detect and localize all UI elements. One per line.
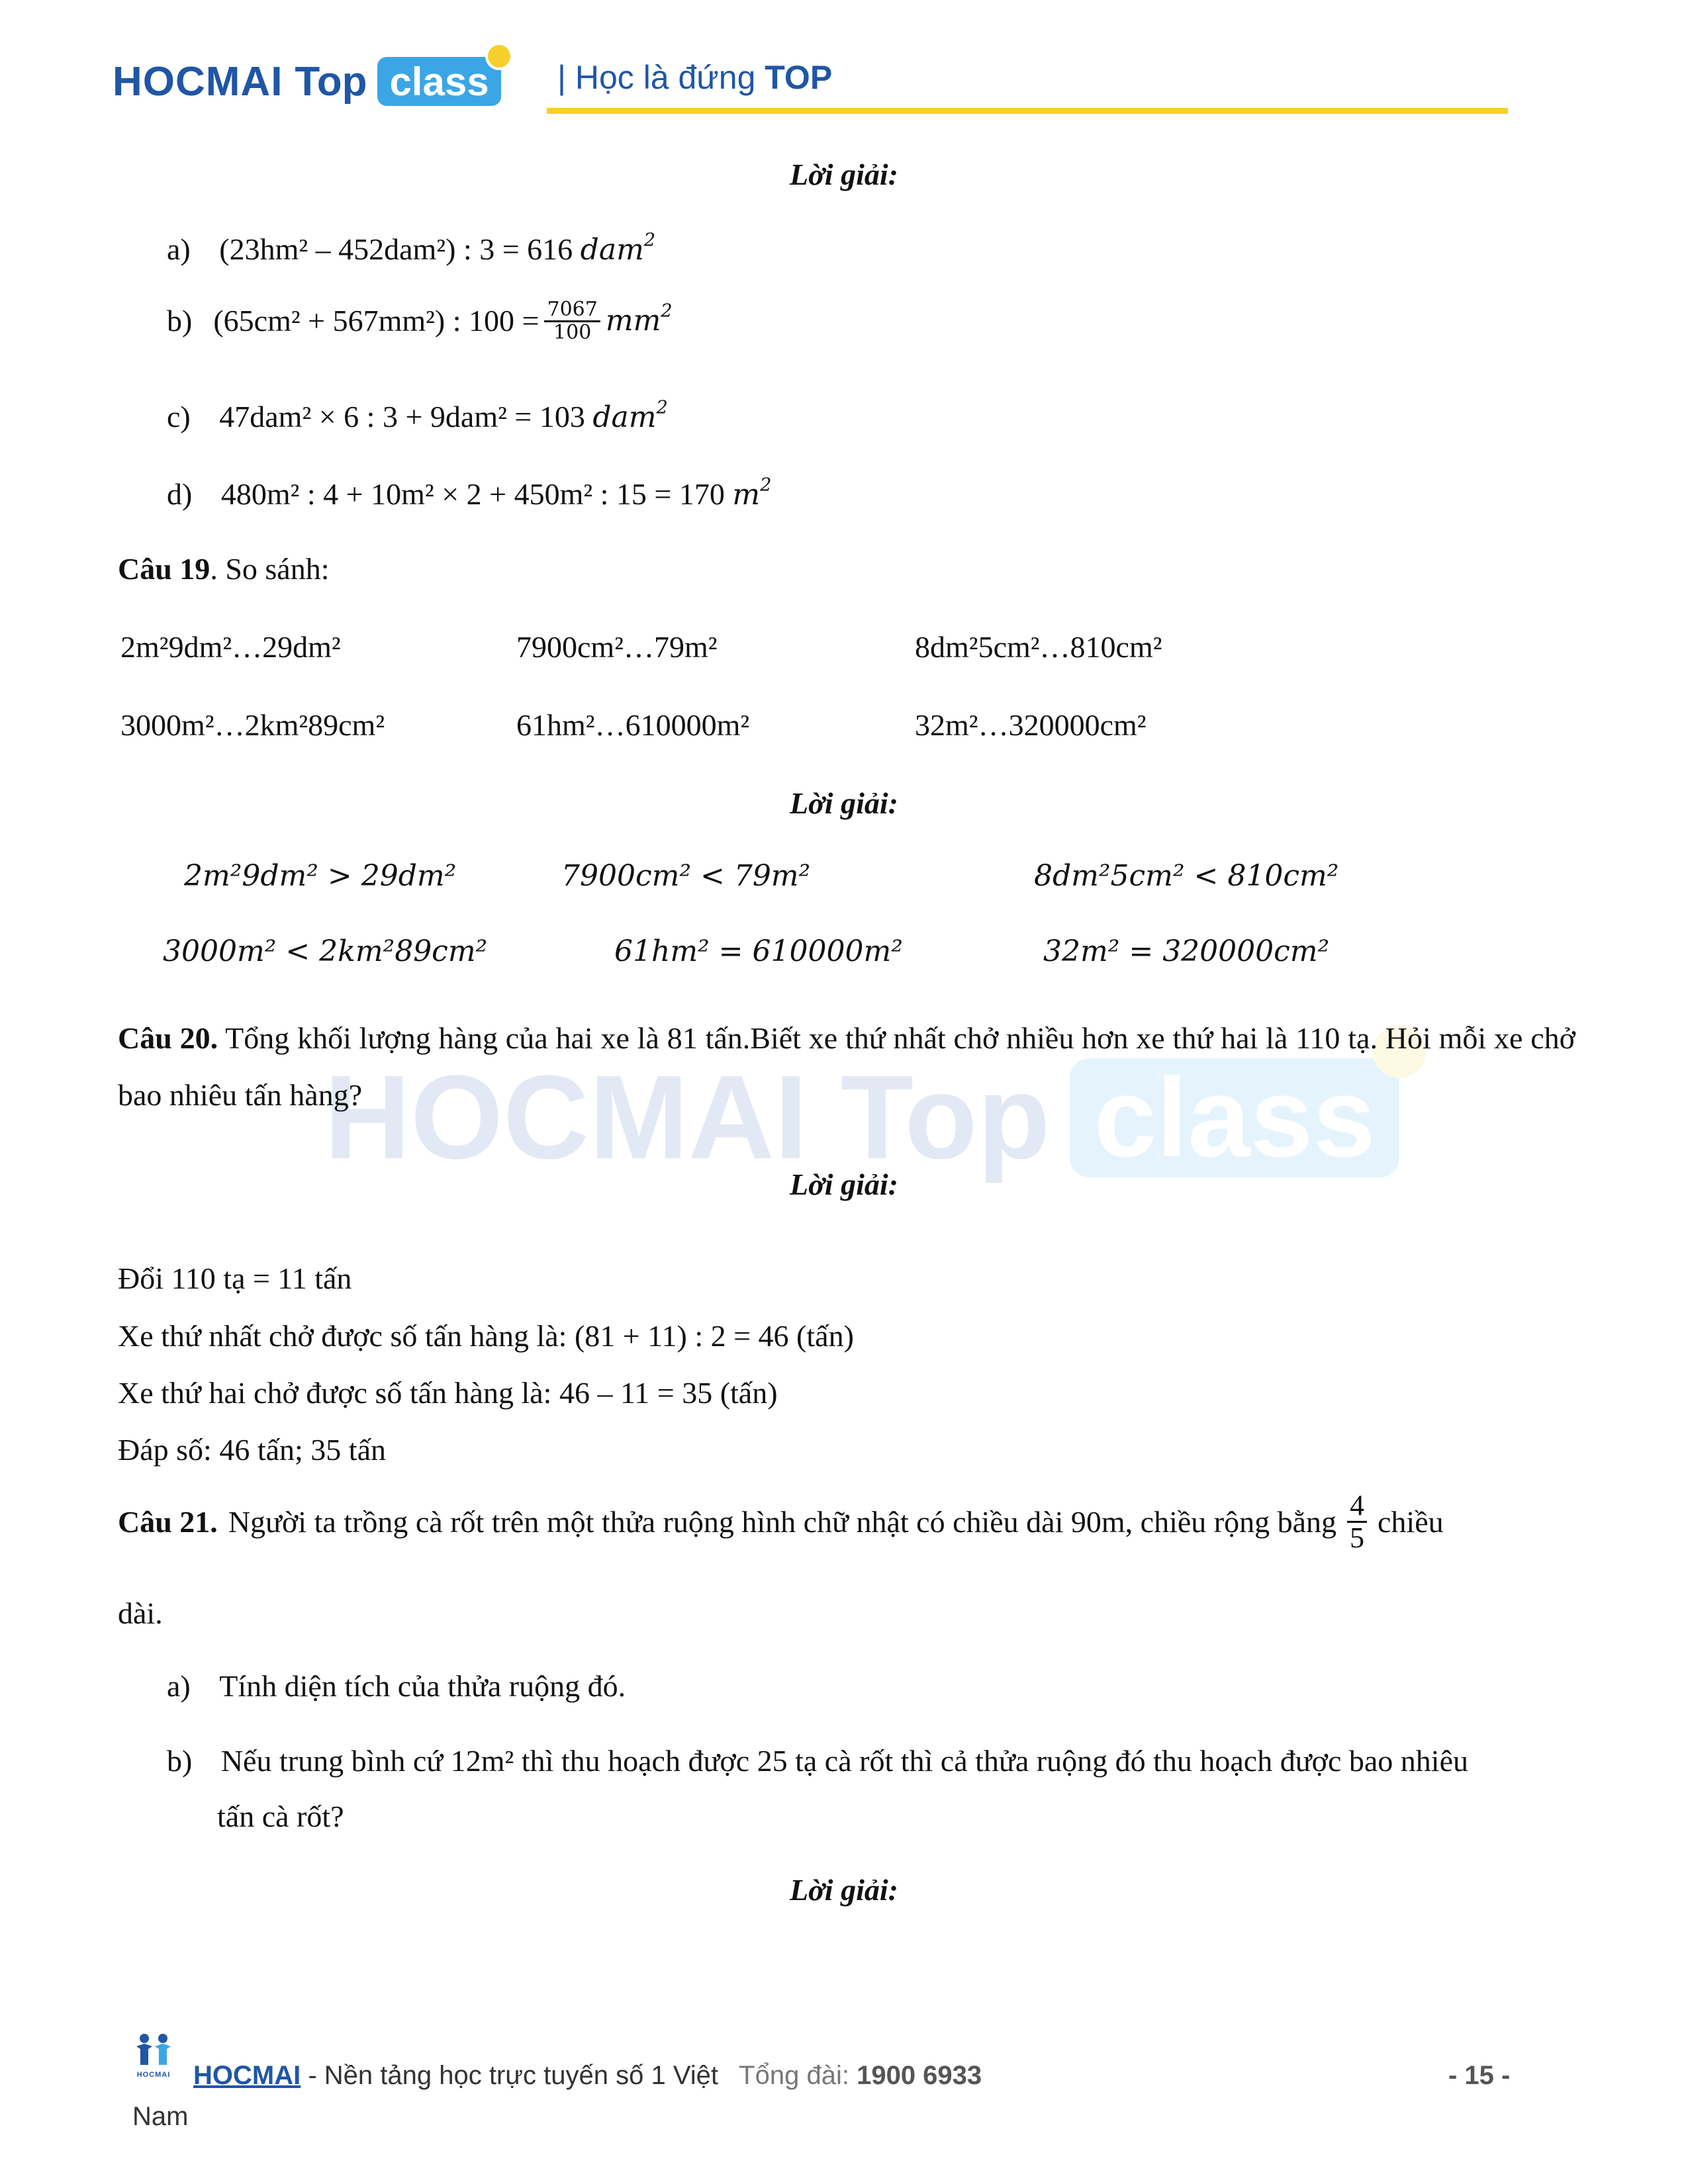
q20-solution-line-3: Xe thứ hai chở được số tấn hàng là: 46 – 11 = 35 (tấn) bbox=[118, 1376, 778, 1410]
fraction-denominator: 100 bbox=[553, 320, 592, 344]
q21-part-b bbox=[167, 1743, 1468, 1779]
header-slogan bbox=[557, 58, 832, 97]
unit-base: mm bbox=[605, 303, 661, 338]
logo-hocmai-text: HOCMAI bbox=[113, 58, 283, 105]
q19-answer-3: 8dm²5cm² < 810cm² bbox=[1034, 859, 1339, 893]
slogan-prefix: | Học là đứng bbox=[557, 59, 756, 96]
logo-class-badge bbox=[377, 57, 500, 106]
item-text: Nếu trung bình cứ 12m² thì thu hoạch được 25 tạ cà rốt thì cả thửa ruộng đó thu hoạch được bao nhiêu bbox=[220, 1744, 1468, 1778]
q19-answer-5: 61hm² = 610000m² bbox=[614, 934, 903, 968]
unit-exp: 2 bbox=[760, 475, 772, 496]
q20-solution-line-4: Đáp số: 46 tấn; 35 tấn bbox=[118, 1433, 386, 1467]
footer-small-logo-text: HOCMAI bbox=[136, 2071, 171, 2079]
unit-exp: 2 bbox=[643, 230, 656, 251]
fraction bbox=[1347, 1490, 1367, 1553]
item-unit bbox=[605, 300, 673, 339]
item-label: a) bbox=[167, 232, 191, 266]
item-unit bbox=[732, 475, 772, 512]
q19-item-3: 8dm²5cm²…810cm² bbox=[915, 630, 1162, 664]
footer-tagline: - Nền tảng học trực tuyến số 1 Việt bbox=[301, 2061, 719, 2090]
q19-answer-2: 7900cm² < 79m² bbox=[561, 859, 811, 893]
unit-base: dam bbox=[592, 400, 657, 434]
slogan-strong: TOP bbox=[765, 59, 833, 96]
q21-question-line-1 bbox=[118, 1490, 1575, 1553]
item-unit bbox=[580, 230, 656, 267]
item-label: a) bbox=[167, 1669, 191, 1703]
footer-line bbox=[193, 2061, 982, 2091]
item-expr: 480m² : 4 + 10m² × 2 + 450m² : 15 = 170 bbox=[220, 477, 725, 511]
q18-solution-b bbox=[167, 299, 673, 343]
item-label: b) bbox=[167, 304, 193, 338]
footer-hotline-label: Tổng đài: bbox=[739, 2061, 849, 2090]
logo-top-text: Top bbox=[295, 58, 367, 105]
item-expr: 47dam² × 6 : 3 + 9dam² = 103 bbox=[219, 400, 585, 433]
unit-exp: 2 bbox=[661, 300, 673, 322]
watermark-hocmai: HOCMAI bbox=[324, 1051, 808, 1184]
question-number: Câu 20. bbox=[118, 1021, 218, 1055]
fraction bbox=[544, 299, 600, 343]
logo-class-text: class bbox=[389, 59, 489, 104]
page-number: - 15 - bbox=[1448, 2061, 1511, 2090]
q19-item-1: 2m²9dm²…29dm² bbox=[120, 630, 341, 664]
item-label: d) bbox=[167, 477, 193, 511]
q20-solution-line-1: Đổi 110 tạ = 11 tấn bbox=[118, 1261, 352, 1295]
footer-hotline-number: 1900 6933 bbox=[857, 2061, 982, 2090]
question-text: Người ta trồng cà rốt trên một thửa ruộng hình chữ nhật có chiều dài 90m, chiều rộng bằng bbox=[228, 1505, 1337, 1539]
q18-solution-c bbox=[167, 398, 668, 435]
q19-answer-4: 3000m² < 2km²89cm² bbox=[163, 934, 488, 968]
item-label: b) bbox=[167, 1744, 193, 1778]
q19-answer-1: 2m²9dm² > 29dm² bbox=[184, 859, 457, 893]
unit-base: dam bbox=[580, 233, 644, 267]
question-number: Câu 19 bbox=[118, 552, 211, 586]
q18-solution-a bbox=[167, 231, 655, 268]
q19-item-5: 61hm²…610000m² bbox=[516, 708, 750, 742]
q20-solution-line-2: Xe thứ nhất chở được số tấn hàng là: (81 + 11) : 2 = 46 (tấn) bbox=[118, 1319, 854, 1353]
q21-part-b-line-2: tấn cà rốt? bbox=[217, 1799, 344, 1833]
sun-icon bbox=[485, 42, 513, 70]
item-label: c) bbox=[167, 400, 191, 433]
header-logo bbox=[113, 52, 501, 111]
watermark-class: class bbox=[1094, 1054, 1376, 1181]
q21-part-a bbox=[167, 1668, 626, 1704]
q19-question bbox=[118, 551, 330, 587]
q20-question bbox=[118, 1010, 1575, 1124]
item-expr: (23hm² – 452dam²) : 3 = 616 bbox=[219, 232, 573, 266]
loi-giai-title-1: Lời giải: bbox=[790, 158, 898, 191]
item-expr: (65cm² + 567mm²) : 100 = bbox=[213, 304, 539, 338]
footer-brand-link[interactable]: HOCMAI bbox=[193, 2061, 301, 2090]
q19-item-6: 32m²…320000cm² bbox=[915, 708, 1147, 742]
loi-giai-title-2: Lời giải: bbox=[790, 786, 898, 820]
watermark-top: Top bbox=[840, 1051, 1051, 1184]
loi-giai-title-4: Lời giải: bbox=[790, 1873, 898, 1907]
q19-item-4: 3000m²…2km²89cm² bbox=[120, 708, 385, 742]
unit-base: m bbox=[732, 478, 761, 512]
footer-small-logo bbox=[130, 2033, 177, 2079]
loi-giai-title-3: Lời giải: bbox=[790, 1167, 898, 1201]
question-text: Tổng khối lượng hàng của hai xe là 81 tấn.Biết xe thứ nhất chở nhiều hơn xe thứ hai là 110 tạ. Hỏi mỗi xe chở bao nhiêu tấn hàng? bbox=[118, 1021, 1575, 1112]
item-text: Tính diện tích của thửa ruộng đó. bbox=[219, 1669, 626, 1703]
question-number: Câu 21. bbox=[118, 1505, 218, 1539]
question-text: . So sánh: bbox=[210, 552, 330, 586]
unit-exp: 2 bbox=[656, 397, 668, 418]
header-underline bbox=[547, 108, 1508, 114]
people-icon bbox=[130, 2033, 177, 2068]
item-unit bbox=[592, 397, 668, 434]
q21-question-line-2: dài. bbox=[118, 1596, 163, 1630]
q19-item-2: 7900cm²…79m² bbox=[516, 630, 718, 664]
question-text-after: chiều bbox=[1378, 1505, 1444, 1539]
footer-tagline-wrap: Nam bbox=[132, 2102, 189, 2131]
q18-solution-d bbox=[167, 476, 771, 513]
fraction-numerator: 7067 bbox=[544, 299, 600, 322]
fraction-denominator: 5 bbox=[1350, 1522, 1365, 1555]
q19-answer-6: 32m² = 320000cm² bbox=[1043, 934, 1330, 968]
fraction-numerator: 4 bbox=[1347, 1490, 1367, 1523]
